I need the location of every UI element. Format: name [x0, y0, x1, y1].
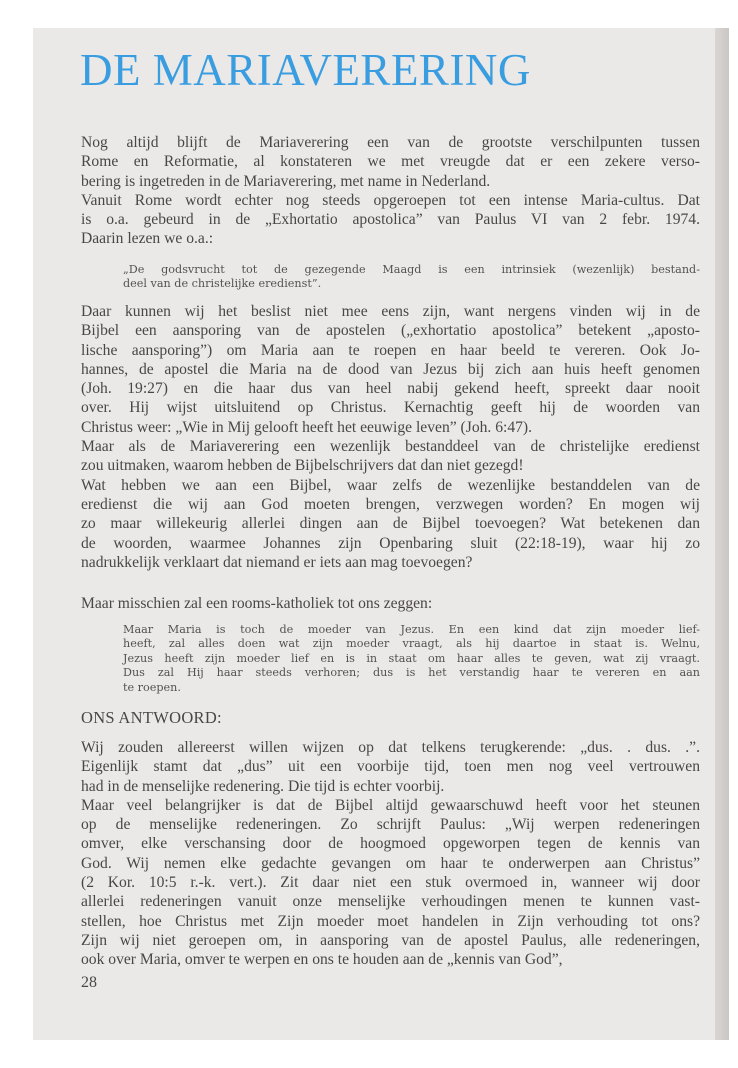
- text-line: zo maar willekeurig allerlei dingen aan de Bijbel toevoegen? Wat betekenen dan: [81, 515, 700, 533]
- text-line: had in de menselijke redenering. Die tijd is echter voorbij.: [81, 777, 445, 795]
- page-number: 28: [81, 974, 97, 991]
- section-heading: ONS ANTWOORD:: [81, 708, 222, 727]
- text-line: Maar veel belangrijker is dat de Bijbel altijd gewaarschuwd heeft voor het steunen: [81, 796, 700, 814]
- text-line: Zijn wij niet geroepen om, in aansporing van de apostel Paulus, alle redeneringen,: [81, 931, 700, 949]
- text-line: zou uitmaken, waarom hebben de Bijbelschrijvers dat dan niet gezegd!: [81, 457, 524, 475]
- text-line: Wij zouden allereerst willen wijzen op dat telkens terugkerende: „dus. . dus. .”.: [81, 739, 700, 756]
- quote-exhortatio: [123, 263, 700, 292]
- text-line: Jezus heeft zijn moeder lief en is in staat om haar alles te geven, wat zij vraagt.: [123, 651, 700, 665]
- page-title: DE MARIAVERERING: [80, 45, 531, 95]
- text-line: Nog altijd blijft de Mariaverering een van de grootste verschilpunten tussen: [81, 134, 700, 151]
- text-line: (Joh. 19:27) en die haar dus van heel nabij gekend heeft, spreekt daar nooit: [81, 380, 700, 398]
- text-line: is o.a. gebeurd in de „Exhortatio apostolica” van Paulus VI van 2 febr. 1974.: [81, 211, 700, 229]
- text-line: Christus weer: „Wie in Mij gelooft heeft het eeuwige leven” (Joh. 6:47).: [81, 418, 533, 436]
- text-line: heeft, zal alles doen wat zijn moeder vraagt, als hij daartoe in staat is. Welnu,: [123, 637, 700, 651]
- text-line: omver, elke verschansing door de hoogmoed opgeworpen tegen de kennis van: [81, 835, 700, 853]
- text-line: Bijbel een aansporing van de apostelen („exhortatio apostolica” betekent „aposto-: [81, 322, 700, 340]
- text-line: nadrukkelijk verklaart dat niemand er iets aan mag toevoegen?: [81, 553, 473, 571]
- text-line: lische aansporing”) om Maria aan te roepen en haar beeld te vereren. Ook Jo-: [81, 341, 700, 359]
- text-line: Eigenlijk stamt dat „dus” uit een voorbije tijd, toen men nog veel vertrouwen: [81, 758, 700, 776]
- text-line: God. Wij nemen elke gedachte gevangen om haar te onderwerpen aan Christus”: [81, 854, 700, 872]
- body-paragraph-3: [81, 738, 700, 970]
- text-line: Maar misschien zal een rooms-katholiek tot ons zeggen:: [81, 595, 433, 612]
- body-paragraph-1: [81, 302, 700, 572]
- text-line: stellen, hoe Christus met Zijn moeder moet handelen in Zijn verhouding tot ons?: [81, 912, 700, 930]
- text-line: (2 Kor. 10:5 r.-k. vert.). Zit daar niet een stuk overmoed in, wanneer wij door: [81, 874, 700, 892]
- text-line: allerlei redeneringen vanuit onze menselijke verhoudingen menen te kunnen vast-: [81, 893, 700, 911]
- text-line: Maar Maria is toch de moeder van Jezus. En een kind dat zijn moeder lief-: [123, 623, 700, 636]
- body-paragraph-2: [81, 594, 700, 613]
- text-line: Dus zal Hij haar steeds verhoren; dus is het verstandig haar te vereren en aan: [123, 666, 700, 680]
- quote-catholic: [123, 623, 700, 695]
- text-line: Vanuit Rome wordt echter nog steeds opgeroepen tot een intense Maria-cultus. Dat: [81, 191, 700, 209]
- text-line: te roepen.: [123, 680, 181, 694]
- text-line: Wat hebben we aan een Bijbel, waar zelfs de wezenlijke bestanddelen van de: [81, 476, 700, 494]
- text-line: de woorden, waarmee Johannes zijn Openbaring sluit (22:18-19), waar hij zo: [81, 534, 700, 552]
- text-line: „De godsvrucht tot de gezegende Maagd is een intrinsiek (wezenlijk) bestand-: [123, 263, 700, 276]
- text-line: eredienst die wij aan God moeten brengen, verzwegen worden? En mogen wij: [81, 495, 700, 513]
- text-line: Rome en Reformatie, al konstateren we met vreugde dat er een zekere verso-: [81, 153, 700, 171]
- page-edge: [715, 28, 729, 1040]
- text-line: deel van de christelijke eredienst”.: [123, 277, 322, 291]
- text-line: Maar als de Mariaverering een wezenlijk bestanddeel van de christelijke eredienst: [81, 438, 700, 456]
- text-line: hannes, de apostel die Maria na de dood van Jezus bij zich aan huis heeft genomen: [81, 360, 700, 378]
- text-line: bering is ingetreden in de Mariaverering, met name in Nederland.: [81, 172, 491, 190]
- intro-paragraph: [81, 133, 700, 249]
- text-line: op de menselijke redeneringen. Zo schrijft Paulus: „Wij werpen redeneringen: [81, 816, 700, 834]
- text-line: over. Hij wijst uitsluitend op Christus. Kernachtig geeft hij de woorden van: [81, 399, 700, 417]
- text-line: ook over Maria, omver te werpen en ons te houden aan de „kennis van God”,: [81, 951, 563, 969]
- text-line: Daarin lezen we o.a.:: [81, 230, 214, 248]
- text-line: Daar kunnen wij het beslist niet mee eens zijn, want nergens vinden wij in de: [81, 303, 700, 320]
